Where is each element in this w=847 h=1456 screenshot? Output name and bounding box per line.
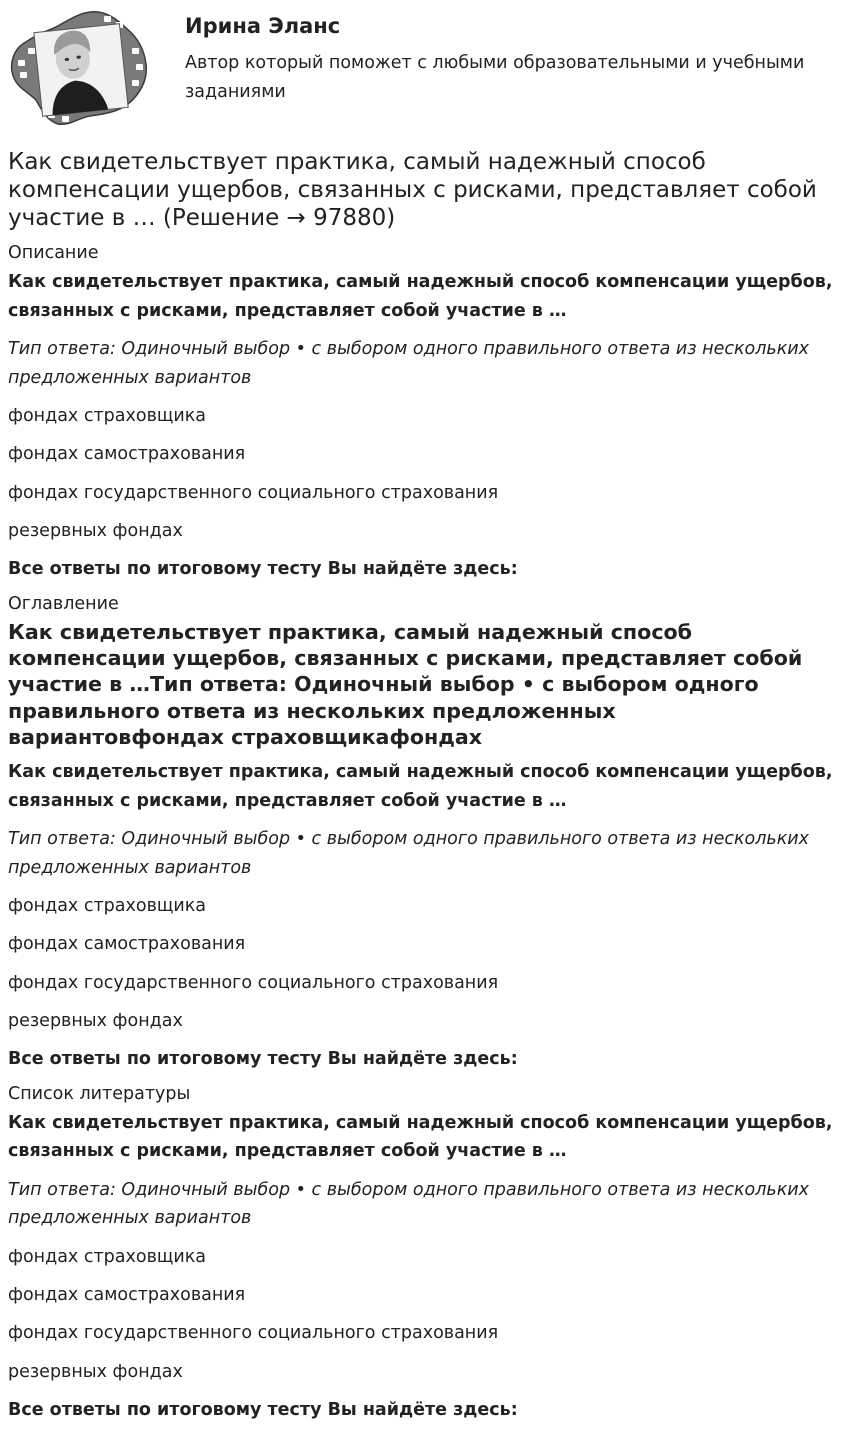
question-text: Как свидетельствует практика, самый надежный способ компенсации ущербов, связанных с рисками, представляет собой участие в … [8, 1112, 833, 1162]
answer-option: фондах страховщика [8, 1246, 207, 1267]
author-name[interactable]: Ирина Эланс [185, 14, 341, 38]
all-answers-link[interactable]: Все ответы по итоговому тесту Вы найдёте здесь: [8, 559, 518, 580]
main-content [8, 148, 838, 1432]
author-description: Автор который поможет с любыми образовательными и учебными заданиями [185, 53, 805, 102]
author-header [0, 0, 847, 140]
answer-type: Тип ответа: Одиночный выбор • с выбором одного правильного ответа из нескольких предложенных вариантов [8, 829, 810, 878]
answer-option: фондах государственного социального страхования [8, 482, 499, 503]
all-answers-link[interactable]: Все ответы по итоговому тесту Вы найдёте здесь: [8, 1400, 518, 1421]
page-title: Как свидетельствует практика, самый надежный способ компенсации ущербов, связанных с рисками, представляет собой участие в … (Решение → 97880) [8, 149, 817, 231]
question-text: Как свидетельствует практика, самый надежный способ компенсации ущербов, связанных с рисками, представляет собой участие в … [8, 272, 833, 321]
toc-section [8, 591, 838, 1074]
answer-option: фондах самострахования [8, 934, 246, 955]
section-label-toc: Оглавление [8, 593, 119, 614]
film-frame-icon [8, 8, 152, 128]
section-label-literature: Список литературы [8, 1083, 191, 1104]
answer-option: фондах самострахования [8, 444, 246, 465]
answer-type: Тип ответа: Одиночный выбор • с выбором одного правильного ответа из нескольких предложенных вариантов [8, 1179, 810, 1229]
literature-section [8, 1081, 838, 1425]
answer-option: фондах государственного социального страхования [8, 972, 499, 993]
answer-option: резервных фондах [8, 520, 183, 541]
answer-option: фондах самострахования [8, 1285, 246, 1306]
answer-option: резервных фондах [8, 1361, 183, 1382]
toc-heading: Как свидетельствует практика, самый надежный способ компенсации ущербов, связанных с рисками, представляет собой участие в …Тип ответа: Одиночный выбор • с выбором одного правильного ответа из нескольких предложенных вариантовфондах страховщикафондах [8, 619, 803, 749]
answer-option: резервных фондах [8, 1011, 183, 1032]
answer-type: Тип ответа: Одиночный выбор • с выбором одного правильного ответа из нескольких предложенных вариантов [8, 339, 810, 388]
answer-option: фондах государственного социального страхования [8, 1323, 499, 1344]
section-label-description: Описание [8, 243, 99, 263]
author-avatar[interactable] [8, 8, 152, 128]
answer-option: фондах страховщика [8, 406, 207, 426]
all-answers-link[interactable]: Все ответы по итоговому тесту Вы найдёте здесь: [8, 1049, 518, 1070]
answer-option: фондах страховщика [8, 896, 207, 917]
question-text: Как свидетельствует практика, самый надежный способ компенсации ущербов, связанных с рисками, представляет собой участие в … [8, 762, 833, 811]
description-section [8, 240, 838, 584]
